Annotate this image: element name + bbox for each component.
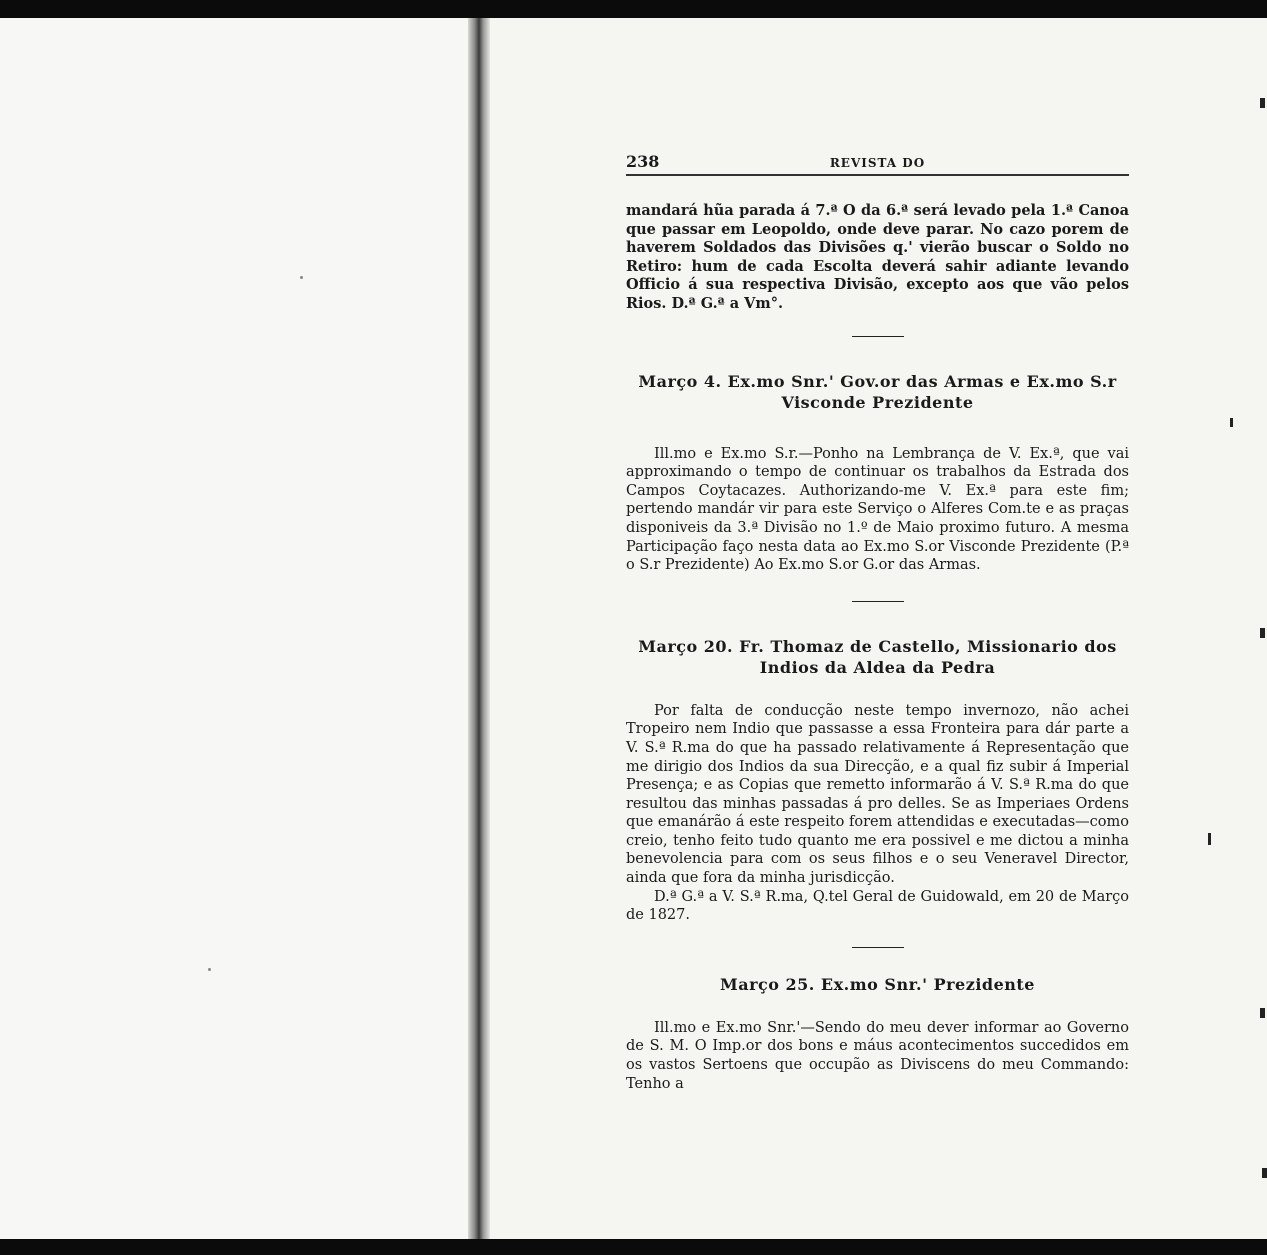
edge-mark [1230, 418, 1233, 427]
letter-heading: Março 25. Ex.mo Snr.' Prezidente [720, 974, 1035, 994]
page-number: 238 [626, 152, 660, 171]
letter-heading-cont: Visconde Prezidente [781, 392, 974, 412]
running-head: REVISTA DO [829, 156, 926, 170]
letter-body: Ill.mo e Ex.mo Snr.'—Sendo do meu dever informar ao Governo de S. M. O Imp.or dos bons e máus acontecimentos succedidos em os vastos Sertoens que occupão as Diviscens do meu Commando: Tenho a [626, 1019, 1129, 1092]
edge-mark [1260, 628, 1265, 638]
opening-paragraph: mandará hũa parada á 7.ª O da 6.ª será levado pela 1.ª Canoa que passar em Leopoldo, onde deve parar. No cazo porem de haverem Soldados das Divisões q.' vierão buscar o Soldo no Retiro: hum de cada Escolta deverá sahir adiante levando Officio á sua respectiva Divisão, excepto aos que vão pelos Rios. D.ª G.ª a Vm°. [626, 202, 1129, 312]
letter-body: Por falta de conducção neste tempo invernozo, não achei Tropeiro nem Indio que passasse a essa Fronteira para dár parte a V. S.ª R.ma do que ha passado relativamente á Representação que me dirigio dos Indios da sua Direcção, e a qual fiz subir á Imperial Presença; e as Copias que remetto informarão á V. S.ª R.ma do que resultou das minhas passadas á pro delles. Se as Imperiaes Ordens que emanárão á este respeito forem attendidas e executadas—como creio, tenho feito tudo quanto me era possivel e me dictou a minha benevolencia para com os seus filhos e o seu Veneravel Director, ainda que fora da minha jurisdicção. [626, 702, 1129, 887]
speck [300, 276, 303, 279]
section-divider [852, 336, 904, 337]
edge-mark [1260, 98, 1265, 108]
letter-heading: Março 20. Fr. Thomaz de Castello, Missionario dos [638, 636, 1117, 656]
letter-body: Ill.mo e Ex.mo S.r.—Ponho na Lembrança de V. Ex.ª, que vai approximando o tempo de continuar os trabalhos da Estrada dos Campos Coytacazes. Authorizando-me V. Ex.ª para este fim; pertendo mandár vir para este Serviço o Alferes Com.te e as praças disponiveis da 3.ª Divisão no 1.º de Maio proximo futuro. A mesma Participação faço nesta data ao Ex.mo S.or Visconde Prezidente (P.ª o S.r Prezidente) Ao Ex.mo S.or G.or das Armas. [626, 445, 1129, 574]
section-divider [852, 947, 904, 948]
letter-heading-cont: Indios da Aldea da Pedra [759, 657, 996, 677]
page-header [626, 140, 1129, 176]
letter-section [626, 636, 1129, 925]
letter-section [626, 371, 1129, 575]
left-page-blank [0, 18, 470, 1239]
letter-closing: D.ª G.ª a V. S.ª R.ma, Q.tel Geral de Guidowald, em 20 de Março de 1827. [626, 888, 1129, 924]
speck [208, 968, 211, 971]
book-gutter [468, 18, 490, 1239]
edge-mark [1208, 833, 1211, 845]
edge-mark [1262, 1168, 1267, 1178]
page-content [626, 140, 1129, 1093]
letter-heading: Março 4. Ex.mo Snr.' Gov.or das Armas e Ex.mo S.r [638, 371, 1117, 391]
scan-bottom-border [0, 1239, 1267, 1255]
edge-mark [1260, 1008, 1265, 1018]
section-divider [852, 601, 904, 602]
letter-section [626, 974, 1129, 1093]
scan-top-border [0, 0, 1267, 18]
